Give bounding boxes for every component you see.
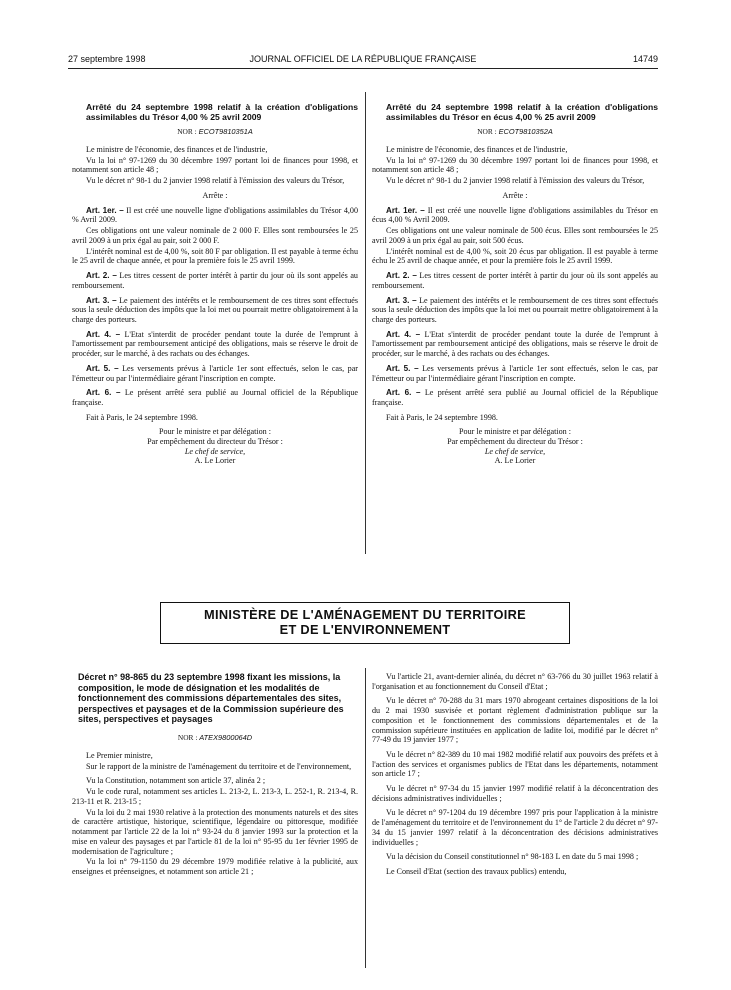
right-p1: Le ministre de l'économie, des finances et de l'industrie, <box>386 144 568 154</box>
left-p2: Vu la loi n° 97-1269 du 30 décembre 1997 portant loi de finances pour 1998, et notamment son article 48 ; <box>72 155 358 175</box>
right-art3 <box>372 296 658 325</box>
decret-right-column <box>372 672 658 878</box>
left-arrete <box>72 102 358 466</box>
decret-l1: Le Premier ministre, <box>86 750 153 760</box>
left-sig2: Par empêchement du directeur du Trésor : <box>147 437 283 447</box>
left-art4-text: L'Etat s'interdit de procéder pendant toute la durée de l'emprunt à l'amortissement par remboursement anticipé des obligations, mais se réserve le droit de procéder, sur le marché, à des rachats ou des échanges. <box>72 329 358 359</box>
decret-nor-label: NOR : <box>177 732 198 742</box>
header-journal-title: JOURNAL OFFICIEL DE LA RÉPUBLIQUE FRANÇAISE <box>249 54 477 64</box>
left-arrete-title: Arrêté du 24 septembre 1998 relatif à la création d'obligations assimilables du Trésor 4,00 % 25 avril 2009 <box>86 102 358 122</box>
decret-nor <box>72 733 358 743</box>
right-art5-label: Art. 5. – <box>386 363 419 373</box>
right-art1-p3: L'intérêt nominal est de 4,00 %, soit 20 écus par obligation. Il est payable à terme échu le 25 avril de chaque année, et pour la première fois le 25 avril 1999. <box>372 246 658 266</box>
right-art6 <box>372 388 658 407</box>
left-art5 <box>72 364 358 383</box>
right-art4 <box>372 330 658 359</box>
left-art1 <box>72 206 358 225</box>
left-sig4: A. Le Lorier <box>194 456 236 466</box>
decret-l4: Vu le code rural, notamment ses articles L. 213-2, L. 213-3, L. 252-1, R. 213-4, R. 213-11 et R. 213-15 ; <box>72 787 358 806</box>
ministry-banner <box>160 602 570 644</box>
left-art5-label: Art. 5. – <box>86 363 119 373</box>
left-p1: Le ministre de l'économie, des finances et de l'industrie, <box>86 144 268 154</box>
decret-l5: Vu la loi du 2 mai 1930 relative à la protection des monuments naturels et des sites de caractère artistique, historique, scientifique, légendaire ou pittoresque, modifiée notamment par l'article 22 de la loi n° 93-24 du 8 janvier 1993 sur la protection et la mise en valeur des paysages et par l'article 81 de la loi n° 95-95 du 1er février 1995 de modernisation de l'agriculture ; <box>72 807 358 856</box>
left-art5-text: Les versements prévus à l'article 1er sont effectués, selon le cas, par l'émetteur ou par l'intermédiaire gérant l'inscription en compte. <box>72 363 358 383</box>
right-sig4: A. Le Lorier <box>494 456 536 466</box>
left-nor-label: NOR : <box>177 127 197 136</box>
left-sig1: Pour le ministre et par délégation : <box>159 427 271 437</box>
decret-r4: Vu le décret n° 97-34 du 15 janvier 1997 modifié relatif à la déconcentration des décisions administratives individuelles ; <box>372 784 658 803</box>
right-art6-text: Le présent arrêté sera publié au Journal officiel de la République française. <box>372 388 658 407</box>
decret-nor-code: ATEX9800064D <box>199 732 253 742</box>
decret-r5: Vu le décret n° 97-1204 du 19 décembre 1997 pris pour l'application à la ministre de l'aménagement du territoire et de l'environnement du 1° de l'article 2 du décret n° 97-34 du 15 janvier 1997 relatif à la déconcentration des décisions administratives individuelles ; <box>372 808 658 847</box>
right-arrete-word: Arrête : <box>502 190 528 200</box>
right-art2 <box>372 271 658 290</box>
decret-title: Décret n° 98-865 du 23 septembre 1998 fixant les missions, la composition, le mode de désignation et les modalités de fonctionnement des commissions départementales des sites, perspectives et paysages et de la Commission supérieure des sites, perspectives et paysages <box>78 672 344 725</box>
left-art6-label: Art. 6. – <box>86 388 121 398</box>
left-art1-p3: L'intérêt nominal est de 4,00 %, soit 80 F par obligation. Il est payable à terme échu le 25 avril de chaque année, et pour la première fois le 25 avril 1999. <box>72 246 358 266</box>
left-arrete-word: Arrête : <box>202 190 228 200</box>
header-date: 27 septembre 1998 <box>68 54 146 64</box>
decret-l3: Vu la Constitution, notamment son article 37, alinéa 2 ; <box>86 776 266 786</box>
right-art4-text: L'Etat s'interdit de procéder pendant toute la durée de l'emprunt à l'amortissement par remboursement anticipé des obligations, mais se réserve le droit de procéder, sur le marché, à des rachats ou des échanges. <box>372 329 658 359</box>
decret-r1: Vu l'article 21, avant-dernier alinéa, du décret n° 63-766 du 30 juillet 1963 relatif à l'organisation et au fonctionnement du Conseil d'Etat ; <box>372 672 658 691</box>
decret-l6: Vu la loi n° 79-1150 du 29 décembre 1979 modifiée relative à la publicité, aux enseignes et préenseignes, et notamment son article 21 ; <box>72 857 358 877</box>
right-art4-label: Art. 4. – <box>386 329 421 339</box>
left-art2-label: Art. 2. – <box>86 271 117 281</box>
left-sig3: Le chef de service, <box>184 446 246 456</box>
right-arrete-title: Arrêté du 24 septembre 1998 relatif à la création d'obligations assimilables du Trésor en écus 4,00 % 25 avril 2009 <box>386 102 658 122</box>
left-art4 <box>72 330 358 359</box>
right-sig2: Par empêchement du directeur du Trésor : <box>447 437 583 447</box>
left-art3-label: Art. 3. – <box>86 295 117 305</box>
right-art1-text: Il est créé une nouvelle ligne d'obligations assimilables du Trésor en écus 4,00 % Avril 2009. <box>372 205 658 225</box>
left-art3-text: Le paiement des intérêts et le remboursement de ces titres sont effectués sous la seule déduction des impôts que la loi met ou pourrait mettre obligatoirement à la charge des porteurs. <box>72 295 358 324</box>
left-art6 <box>72 388 358 407</box>
left-art6-text: Le présent arrêté sera publié au Journal officiel de la République française. <box>72 388 358 407</box>
decret-r3: Vu le décret n° 82-389 du 10 mai 1982 modifié relatif aux pouvoirs des préfets et à l'action des services et organismes publics de l'Etat dans les départements, notamment son article 17 ; <box>372 749 658 779</box>
right-art1 <box>372 206 658 225</box>
right-p2: Vu la loi n° 97-1269 du 30 décembre 1997 portant loi de finances pour 1998, et notamment son article 48 ; <box>372 155 658 175</box>
right-art1-p2: Ces obligations ont une valeur nominale de 500 écus. Elles sont remboursées le 25 avril 2009 à un prix égal au pair, soit 500 écus. <box>372 226 658 245</box>
left-art1-label: Art. 1er. – <box>86 205 124 215</box>
right-done: Fait à Paris, le 24 septembre 1998. <box>386 412 498 422</box>
decret-left-column <box>72 672 358 878</box>
right-nor <box>372 127 658 137</box>
right-art5 <box>372 364 658 383</box>
right-art2-label: Art. 2. – <box>386 271 417 281</box>
header-page-number: 14749 <box>632 54 658 64</box>
column-divider-bottom <box>365 668 366 968</box>
ministry-banner-line1: MINISTÈRE DE L'AMÉNAGEMENT DU TERRITOIRE <box>204 607 526 622</box>
right-nor-label: NOR : <box>477 127 497 136</box>
right-sig3: Le chef de service, <box>484 446 546 456</box>
right-art3-label: Art. 3. – <box>386 295 417 305</box>
right-nor-code: ECOT9810352A <box>498 127 553 136</box>
left-nor-code: ECOT9810351A <box>198 127 253 136</box>
left-nor <box>72 127 358 137</box>
right-arrete <box>372 102 658 466</box>
decret-r6: Vu la décision du Conseil constitutionnel n° 98-183 L en date du 5 mai 1998 ; <box>386 852 639 862</box>
page-header <box>68 54 658 68</box>
decret-r2: Vu le décret n° 70-288 du 31 mars 1970 abrogeant certaines dispositions de la loi du 2 mai 1930 susvisée et portant règlement d'administration publique sur la composition et le fonctionnement des commissions départementales et de la commission supérieure instituées en application de ladite loi, modifié par le décret n° 77-49 du 19 janvier 1977 ; <box>372 696 658 745</box>
right-art2-text: Les titres cessent de porter intérêt à partir du jour où ils sont appelés au remboursement. <box>372 271 658 290</box>
header-rule <box>68 68 658 69</box>
right-art6-label: Art. 6. – <box>386 388 421 398</box>
left-art3 <box>72 296 358 325</box>
right-art3-text: Le paiement des intérêts et le remboursement de ces titres sont effectués sous la seule déduction des impôts que la loi met ou pourrait mettre obligatoirement à la charge des porteurs. <box>372 295 658 324</box>
right-sig1: Pour le ministre et par délégation : <box>459 427 571 437</box>
right-p3: Vu le décret n° 98-1 du 2 janvier 1998 relatif à l'émission des valeurs du Trésor, <box>386 176 645 186</box>
left-p3: Vu le décret n° 98-1 du 2 janvier 1998 relatif à l'émission des valeurs du Trésor, <box>86 176 345 186</box>
decret-r7: Le Conseil d'Etat (section des travaux publics) entendu, <box>386 866 567 876</box>
left-art1-text: Il est créé une nouvelle ligne d'obligations assimilables du Trésor 4,00 % Avril 2009. <box>72 205 358 225</box>
column-divider-top <box>365 92 366 554</box>
right-art5-text: Les versements prévus à l'article 1er sont effectués, selon le cas, par l'émetteur ou par l'intermédiaire gérant l'inscription en compte. <box>372 363 658 383</box>
left-done: Fait à Paris, le 24 septembre 1998. <box>86 412 198 422</box>
left-art1-p2: Ces obligations ont une valeur nominale de 2 000 F. Elles sont remboursées le 25 avril 2009 à un prix égal au pair, soit 2 000 F. <box>72 226 358 245</box>
left-art2-text: Les titres cessent de porter intérêt à partir du jour où ils sont appelés au remboursement. <box>72 271 358 290</box>
ministry-banner-line2: ET DE L'ENVIRONNEMENT <box>279 622 451 637</box>
left-art2 <box>72 271 358 290</box>
left-art4-label: Art. 4. – <box>86 329 121 339</box>
right-art1-label: Art. 1er. – <box>386 205 425 215</box>
decret-l2: Sur le rapport de la ministre de l'aménagement du territoire et de l'environnement, <box>86 761 352 771</box>
